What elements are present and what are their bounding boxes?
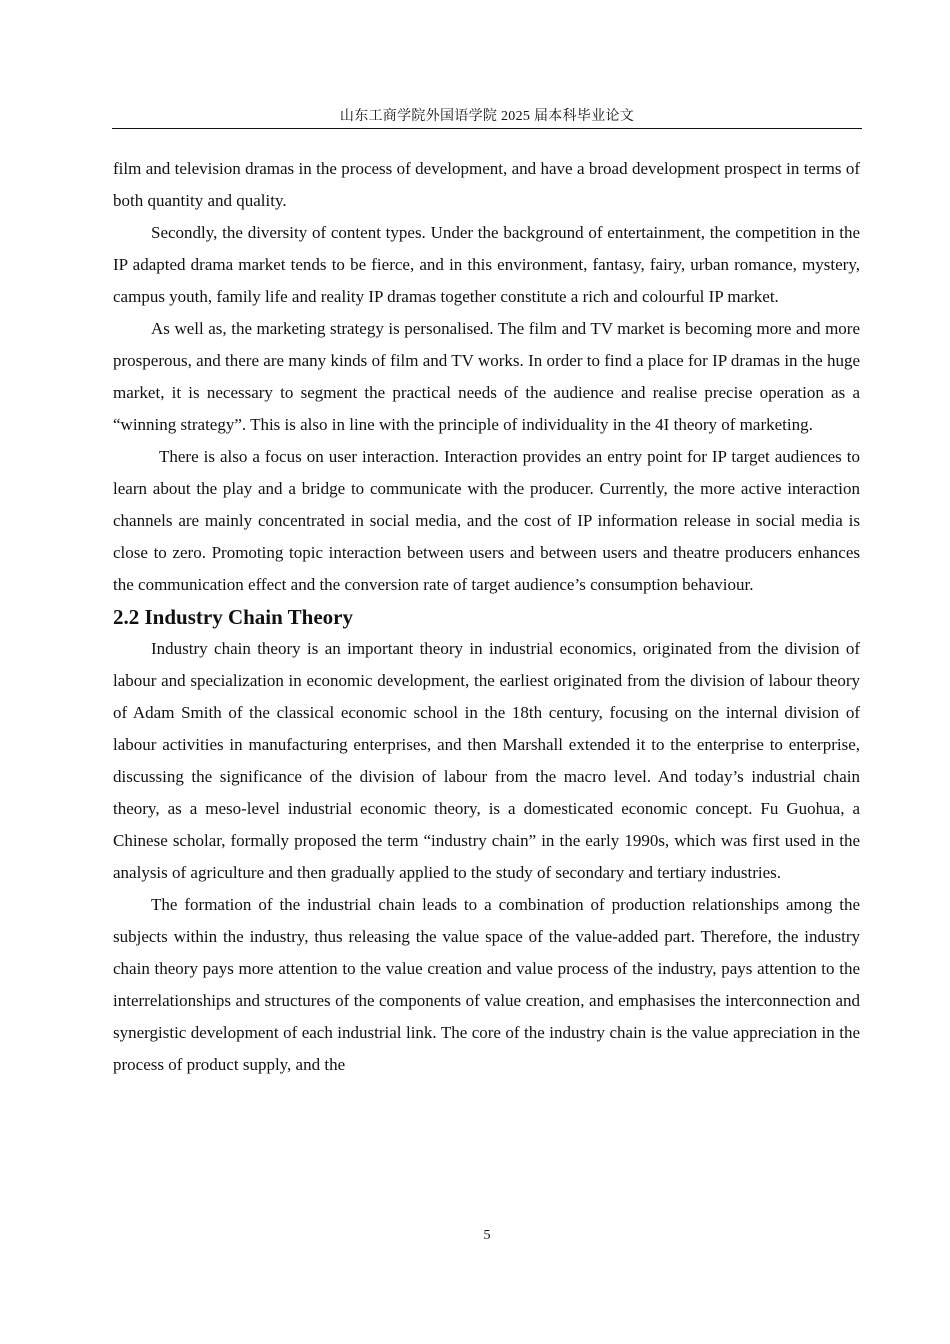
- paragraph-content-diversity: Secondly, the diversity of content types. Under the background of entertainment, the competition in the IP adapted drama market tends to be fierce, and in this environment, fantasy, fairy, urban romance, mystery, campus youth, family life and reality IP dramas together constitute a rich and colourful IP market.: [113, 223, 860, 306]
- page-number: 5: [483, 1228, 491, 1243]
- paragraph-industry-chain-origin: Industry chain theory is an important theory in industrial economics, originated from the division of labour and specialization in economic development, the earliest originated from the division of labour theory of Adam Smith of the classical economic school in the 18th century, focusing on the internal division of labour activities in manufacturing enterprises, and then Marshall extended it to the enterprise to enterprise, discussing the significance of the division of labour from the macro level. And today’s industrial chain theory, as a meso-level industrial economic theory, is a domesticated economic concept. Fu Guohua, a Chinese scholar, formally proposed the term “industry chain” in the early 1990s, which was first used in the analysis of agriculture and then gradually applied to the study of secondary and tertiary industries.: [113, 639, 860, 882]
- paragraph-user-interaction: There is also a focus on user interaction. Interaction provides an entry point for IP target audiences to learn about the play and a bridge to communicate with the producer. Currently, the more active interaction channels are mainly concentrated in social media, and the cost of IP information release in social media is close to zero. Promoting topic interaction between users and between users and theatre producers enhances the communication effect and the conversion rate of target audience’s consumption behaviour.: [113, 447, 860, 594]
- paragraph-continuation: film and television dramas in the process of development, and have a broad development prospect in terms of both quantity and quality.: [113, 159, 860, 210]
- paragraph-industry-chain-formation: The formation of the industrial chain leads to a combination of production relationships among the subjects within the industry, thus releasing the value space of the value-added part. Therefore, the industry chain theory pays more attention to the value creation and value process of the industry, pays attention to the interrelationships and structures of the components of value creation, and emphasises the interconnection and synergistic development of each industrial link. The core of the industry chain is the value appreciation in the process of product supply, and the: [113, 895, 860, 1074]
- running-header: 山东工商学院外国语学院 2025 届本科毕业论文: [339, 109, 635, 124]
- header-rule: [112, 128, 862, 129]
- page-content: [113, 153, 860, 1081]
- section-heading: 2.2 Industry Chain Theory: [113, 605, 354, 629]
- paragraph-marketing-strategy: As well as, the marketing strategy is personalised. The film and TV market is becoming more and more prosperous, and there are many kinds of film and TV works. In order to find a place for IP dramas in the huge market, it is necessary to segment the practical needs of the audience and realise precise operation as a “winning strategy”. This is also in line with the principle of individuality in the 4I theory of marketing.: [113, 319, 860, 434]
